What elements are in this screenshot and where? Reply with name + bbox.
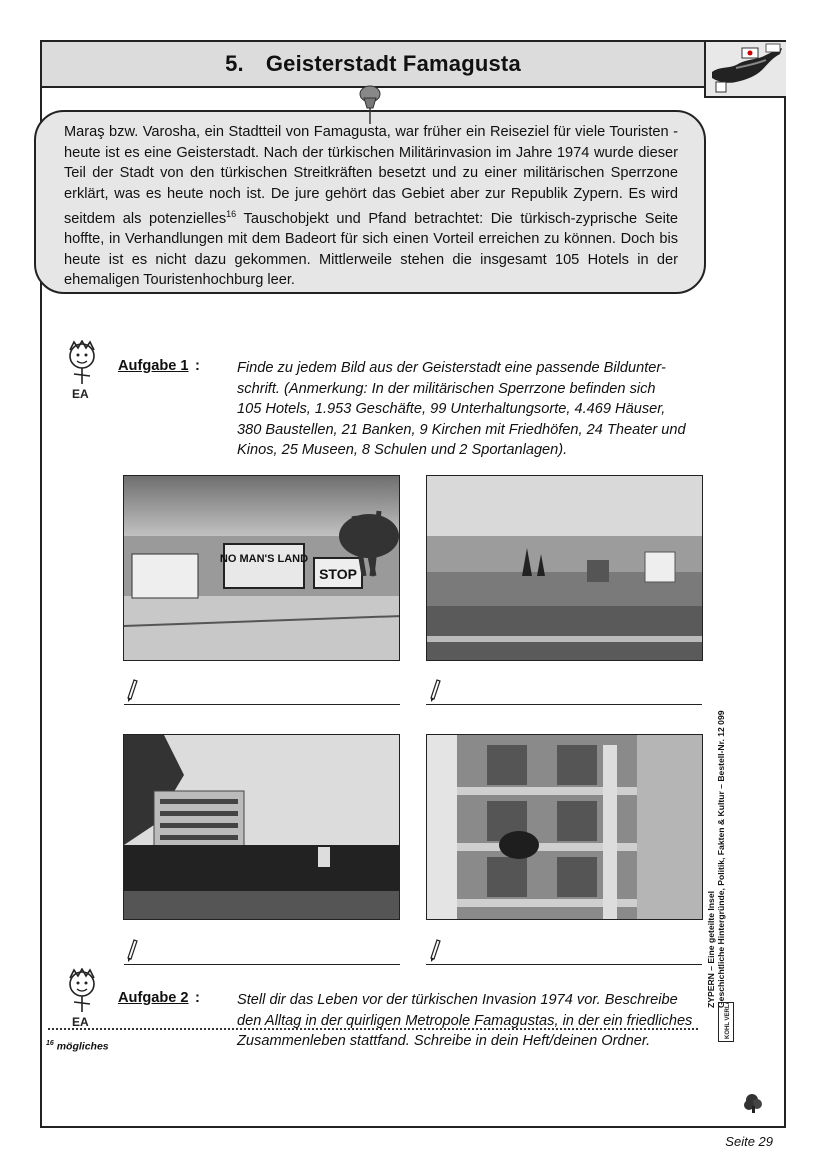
task1-line: Finde zu jedem Bild aus der Geisterstadt eine passende Bildunter- [237,360,666,376]
task1-line: schrift. (Anmerkung: In der militärischen Sperrzone befinden sich [237,380,656,397]
footnote-number: 16 [46,1040,54,1047]
series-title: ZYPERN – Eine geteilte Insel [706,890,716,1008]
page-title [225,51,521,77]
task1-line: 105 Hotels, 1.953 Geschäfte, 99 Unterhaltungsorte, 4.469 Häuser, [237,401,666,417]
chapter-number: 5. [225,51,244,76]
photo-coast-hotels [426,475,703,661]
task2-line: Stell dir das Leben vor der türkischen Invasion 1974 vor. Beschreibe [237,992,678,1008]
footnote-text: mögliches [53,1040,109,1053]
pushpin-icon [355,84,385,126]
logo-text: KOHL VERLAG [725,1003,731,1039]
task1-colon: : [195,358,200,374]
chapter-title: Geisterstadt Famagusta [265,51,521,76]
task2-label: Aufgabe 2 [118,990,189,1006]
student-single-work-icon [62,340,102,402]
series-subtitle: Geschichtliche Hintergründe, Politik, Fakten & Kultur – Bestell-Nr. 12 099 [716,710,726,1008]
student-single-work-icon [62,968,102,1030]
task2-colon: : [195,990,200,1006]
intro-footnote-ref: 16 [226,209,237,219]
cyprus-map-icon [704,42,786,98]
intro-text-box [34,110,706,294]
task1-label: Aufgabe 1 [118,358,189,374]
caption-line-2[interactable] [426,704,702,705]
sign-no-mans-land: NO MAN'S LAND [219,553,309,565]
title-bar [42,42,704,88]
intro-text-part1: Maraş bzw. Varosha, ein Stadtteil von Famagusta, war früher ein Reiseziel für viele Touristen - heute ist es eine Geisterstadt. Nach der türkischen Militärinvasion im Jahre 1974 wurde dieser Teil der Stadt von den türkischen Streitkräften besetzt und zu einer militärischen Sperrzone erklärt, was es heute noch ist. De jure gehört das Gebiet aber zur Republik Zypern. Es wird seitdem als potenzielles [64,124,678,227]
page-number: Seite 29 [725,1134,773,1149]
intro-text-part2: Tauschobjekt und Pfand betrachtet: Die türkisch-zyprische Seite hoffte, in Verhandlungen mit dem Badeort für sich einen Vorteil erreichen zu können. Doch bis heute ist es nicht dazu gekommen. Mittlerweile stehen die insgesamt 105 Hotels in der ehemaligen Touristenhochburg leer. [64,210,679,289]
publisher-side-text [706,668,726,1008]
tree-logo-icon [742,1090,766,1114]
caption-line-4[interactable] [426,964,702,965]
caption-line-1[interactable] [124,704,400,705]
footnote-separator [48,1028,698,1030]
photo-abandoned-hotel [123,734,400,920]
ea-badge-1: EA [72,387,89,401]
ea-badge-2: EA [72,1015,89,1029]
photo-ruined-facade [426,734,703,920]
caption-line-3[interactable] [124,964,400,965]
task2-line: Zusammenleben stattfand. Schreibe in dein Heft/deinen Ordner. [237,1033,651,1049]
photo-no-mans-land [123,475,400,661]
pencil-icon [124,938,138,962]
task2-text [237,990,717,1052]
task2-line: den Alltag in der quirligen Metropole Famagustas, in der ein friedliches [237,1012,693,1029]
kohl-verlag-logo [718,1002,734,1042]
task1-line: Kinos, 25 Museen, 8 Schulen und 2 Sportanlagen). [237,442,568,458]
pencil-icon [427,678,441,702]
pencil-icon [427,938,441,962]
task1-line: 380 Baustellen, 21 Banken, 9 Kirchen mit Friedhöfen, 24 Theater und [237,421,686,438]
pencil-icon [124,678,138,702]
sign-stop: STOP [319,566,357,582]
task1-text [237,358,737,461]
footnote [46,1040,109,1053]
